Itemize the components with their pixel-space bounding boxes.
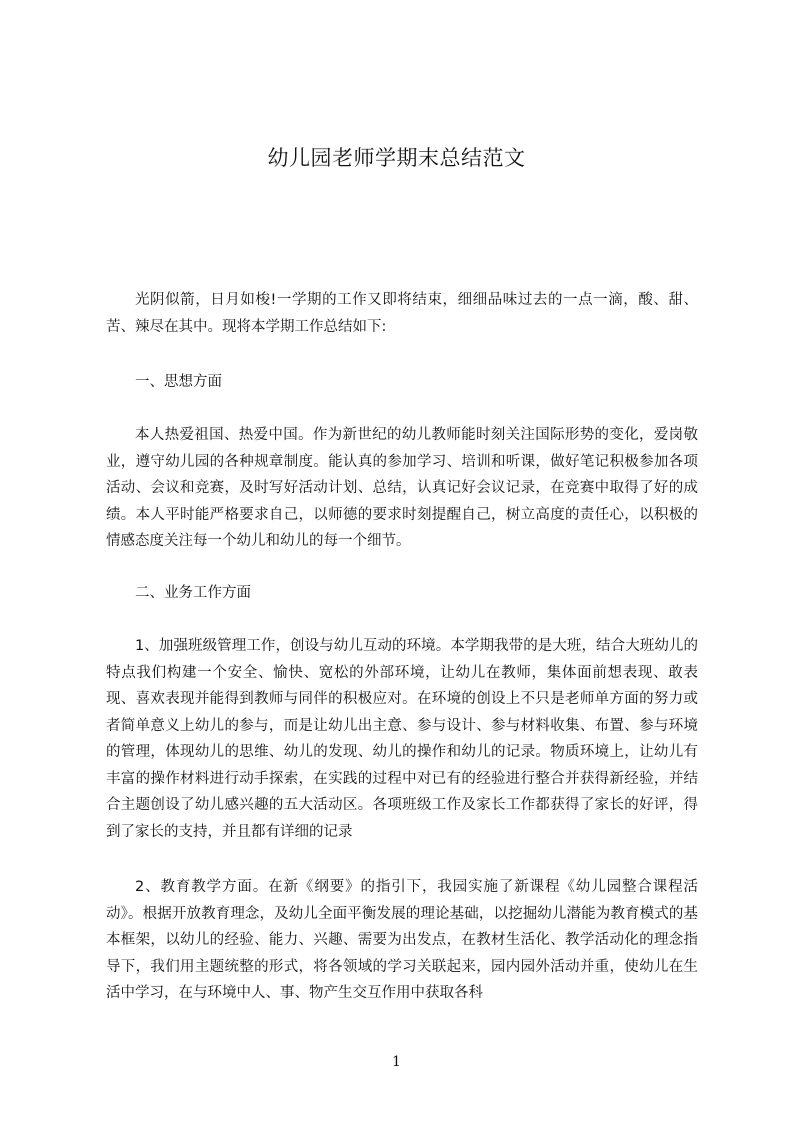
section-heading-work: 二、业务工作方面: [135, 585, 251, 601]
work-item-class-management: 1、加强班级管理工作，创设与幼儿互动的环境。本学期我带的是大班，结合大班幼儿的特点我们构建一个安全、愉快、宽松的外部环境，让幼儿在教师，集体面前想表现、敢表现、喜欢表现并能得到教师与同伴的积极应对。在环境的创设上不只是老师单方面的努力或者简单意义上幼儿的参与，而是让幼儿出主意、参与设计、参与材料收集、布置、参与环境的管理，体现幼儿的思维、幼儿的发现、幼儿的操作和幼儿的记录。物质环境上，让幼儿有丰富的操作材料进行动手探索，在实践的过程中对已有的经验进行整合并获得新经验，并结合主题创设了幼儿感兴趣的五大活动区。各项班级工作及家长工作都获得了家长的好评，得到了家长的支持，并且都有详细的记录: [106, 638, 698, 840]
section-body-thought: 本人热爱祖国、热爱中国。作为新世纪的幼儿教师能时刻关注国际形势的变化，爱岗敬业，遵守幼儿园的各种规章制度。能认真的参加学习、培训和听课，做好笔记积极参加各项活动、会议和竞赛，及时写好活动计划、总结，认真记好会议记录，在竞赛中取得了好的成绩。本人平时能严格要求自己，以师德的要求时刻提醒自己，树立高度的责任心，以积极的情感态度关注每一个幼儿和幼儿的每一个细节。: [106, 427, 698, 549]
section-heading-thought: 一、思想方面: [135, 374, 222, 390]
document-title: 幼儿园老师学期末总结范文: [267, 146, 526, 170]
intro-paragraph: 光阴似箭，日月如梭!一学期的工作又即将结束，细细品味过去的一点一滴，酸、甜、苦、辣尽在其中。现将本学期工作总结如下:: [106, 292, 698, 335]
page-number: 1: [392, 1054, 401, 1070]
work-item-teaching: 2、教育教学方面。在新《纲要》的指引下，我园实施了新课程《幼儿园整合课程活动》。根据开放教育理念，及幼儿全面平衡发展的理论基础，以挖掘幼儿潜能为教育模式的基本框架，以幼儿的经验、能力、兴趣、需要为出发点，在教材生活化、教学活动化的理念指导下，我们用主题统整的形式，将各领域的学习关联起来，园内园外活动并重，使幼儿在生活中学习，在与环境中人、事、物产生交互作用中获取各科: [106, 879, 698, 1001]
